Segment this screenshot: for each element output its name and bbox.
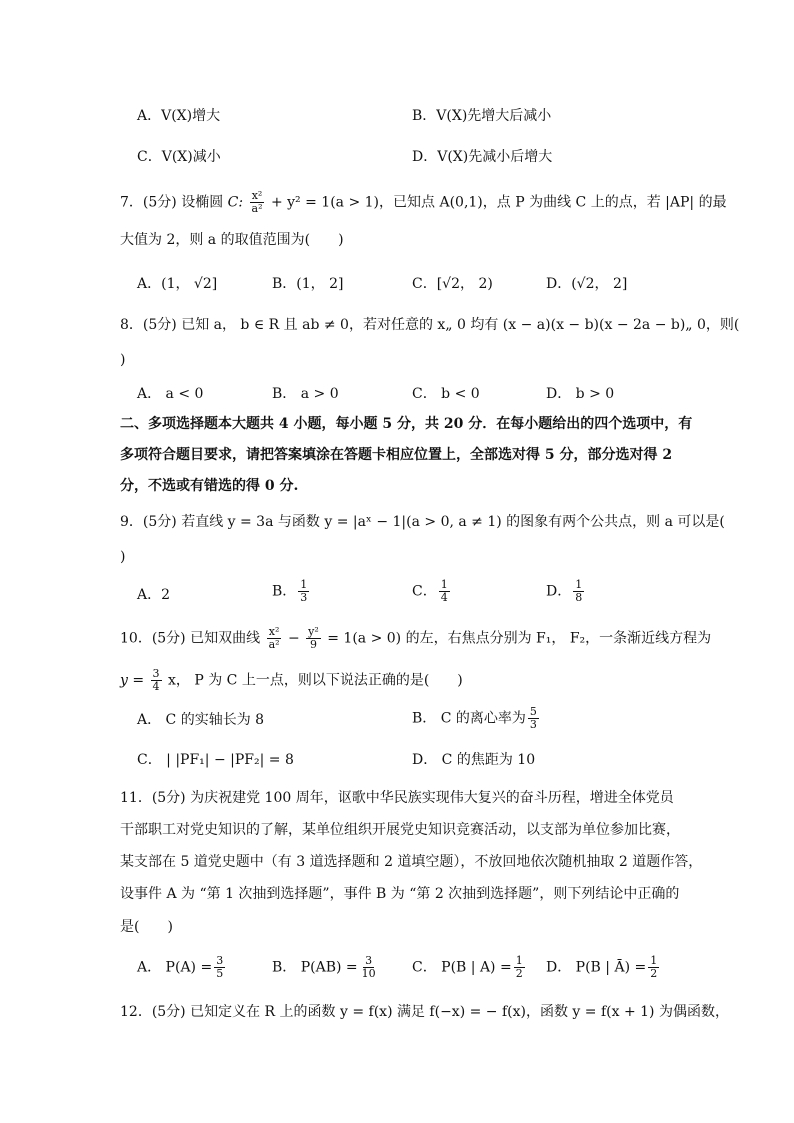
q10-option-d: D． C 的焦距为 10 (412, 752, 536, 768)
q7-option-c: C．[√2， 2) (412, 276, 493, 292)
q9-option-c: C． $\frac{1}{4}$ (412, 578, 448, 604)
q10-stem-line2: y = $\frac{3}{4}$ x， P 为 C 上一点，则以下说法正确的是( ) (120, 667, 463, 693)
q11-line1: 11．(5分) 为庆祝建党 100 周年，讴歌中华民族实现伟大复兴的奋斗历程，增进全体党员 (120, 790, 674, 806)
q7-option-a: A．(1， √2] (137, 276, 218, 292)
q7-option-b: B．(1， 2] (272, 276, 344, 292)
q11-option-b: B． P(AB) = $\frac{3}{10}$ (272, 954, 376, 980)
q9-stem: 9．(5分) 若直线 y = 3a 与函数 y = |aˣ − 1|(a > 0, a ≠ 1) 的图象有两个公共点，则 a 可以是( (120, 514, 725, 530)
q9-option-b: B． $\frac{1}{3}$ (272, 578, 308, 604)
q6-option-b: B．V(X)先增大后减小 (412, 108, 552, 124)
q6-option-c: C．V(X)减小 (137, 149, 221, 165)
q7-stem: 7．(5分) 设椭圆 C: $\frac{\text{x²}}{\text{a²}}$ + y² = 1(a > 1)，已知点 A(0,1)，点 P 为曲线 C 上的点，若 |AP| 的最 (120, 189, 727, 215)
q7-option-d: D．(√2， 2] (546, 276, 628, 292)
q8-option-b: B． a > 0 (272, 386, 339, 402)
q8-option-a: A． a < 0 (137, 386, 204, 402)
section2-line2: 多项符合题目要求，请把答案填涂在答题卡相应位置上，全部选对得 5 分，部分选对得 2 (120, 447, 673, 463)
q9-option-a: A．2 (137, 587, 171, 603)
q7-stem-line2: 大值为 2，则 a 的取值范围为( ) (120, 232, 344, 248)
q11-option-c: C． P(B | A) = $\frac{1}{2}$ (412, 954, 523, 980)
q8-stem-line2: ) (120, 352, 126, 368)
q11-line2: 干部职工对党史知识的了解，某单位组织开展党史知识竞赛活动，以支部为单位参加比赛， (120, 822, 680, 838)
q10-option-a: A． C 的实轴长为 8 (137, 712, 265, 728)
q11-option-a: A． P(A) = $\frac{3}{5}$ (137, 954, 224, 980)
q10-stem: 10．(5分) 已知双曲线 $\frac{\text{x²}}{\text{a²}}$ − $\frac{\text{y²}}{9}$ = 1(a > 0) 的左，右焦点分别为 F₁， F₂，一条渐近线方程为 (120, 625, 712, 651)
q11-line5: 是( ) (120, 919, 173, 935)
q8-option-c: C． b < 0 (412, 386, 480, 402)
q6-option-a: A．V(X)增大 (137, 108, 221, 124)
q9-option-d: D． $\frac{1}{8}$ (546, 578, 583, 604)
q6-option-d: D．V(X)先减小后增大 (412, 149, 553, 165)
q7-fraction: $\frac{\text{x²}}{\text{a²}}$ (251, 189, 263, 215)
q8-stem: 8．(5分) 已知 a， b ∈ R 且 ab ≠ 0，若对任意的 x„ 0 均有 (x − a)(x − b)(x − 2a − b)„ 0，则( (120, 317, 740, 333)
q11-option-d: D． P(B | Ā) = $\frac{1}{2}$ (546, 954, 658, 980)
section2-line1: 二、多项选择题本大题共 4 小题，每小题 5 分，共 20 分．在每小题给出的四个选项中，有 (120, 416, 693, 432)
q12-line1: 12．(5分) 已知定义在 R 上的函数 y = f(x) 满足 f(−x) = − f(x)，函数 y = f(x + 1) 为偶函数， (120, 1004, 729, 1020)
q10-option-c: C． | |PF₁| − |PF₂| = 8 (137, 752, 294, 768)
q11-line4: 设事件 A 为 “第 1 次抽到选择题”，事件 B 为 “第 2 次抽到选择题”，则下列结论中正确的 (120, 886, 680, 902)
q9-stem-line2: ) (120, 549, 126, 565)
q10-option-b: B． C 的离心率为 $\frac{5}{3}$ (412, 705, 537, 731)
q8-option-d: D． b > 0 (546, 386, 615, 402)
q11-line3: 某支部在 5 道党史题中（有 3 道选择题和 2 道填空题），不放回地依次随机抽取 2 道题作答， (120, 854, 703, 870)
section2-line3: 分，不选或有错选的得 0 分. (120, 478, 299, 494)
